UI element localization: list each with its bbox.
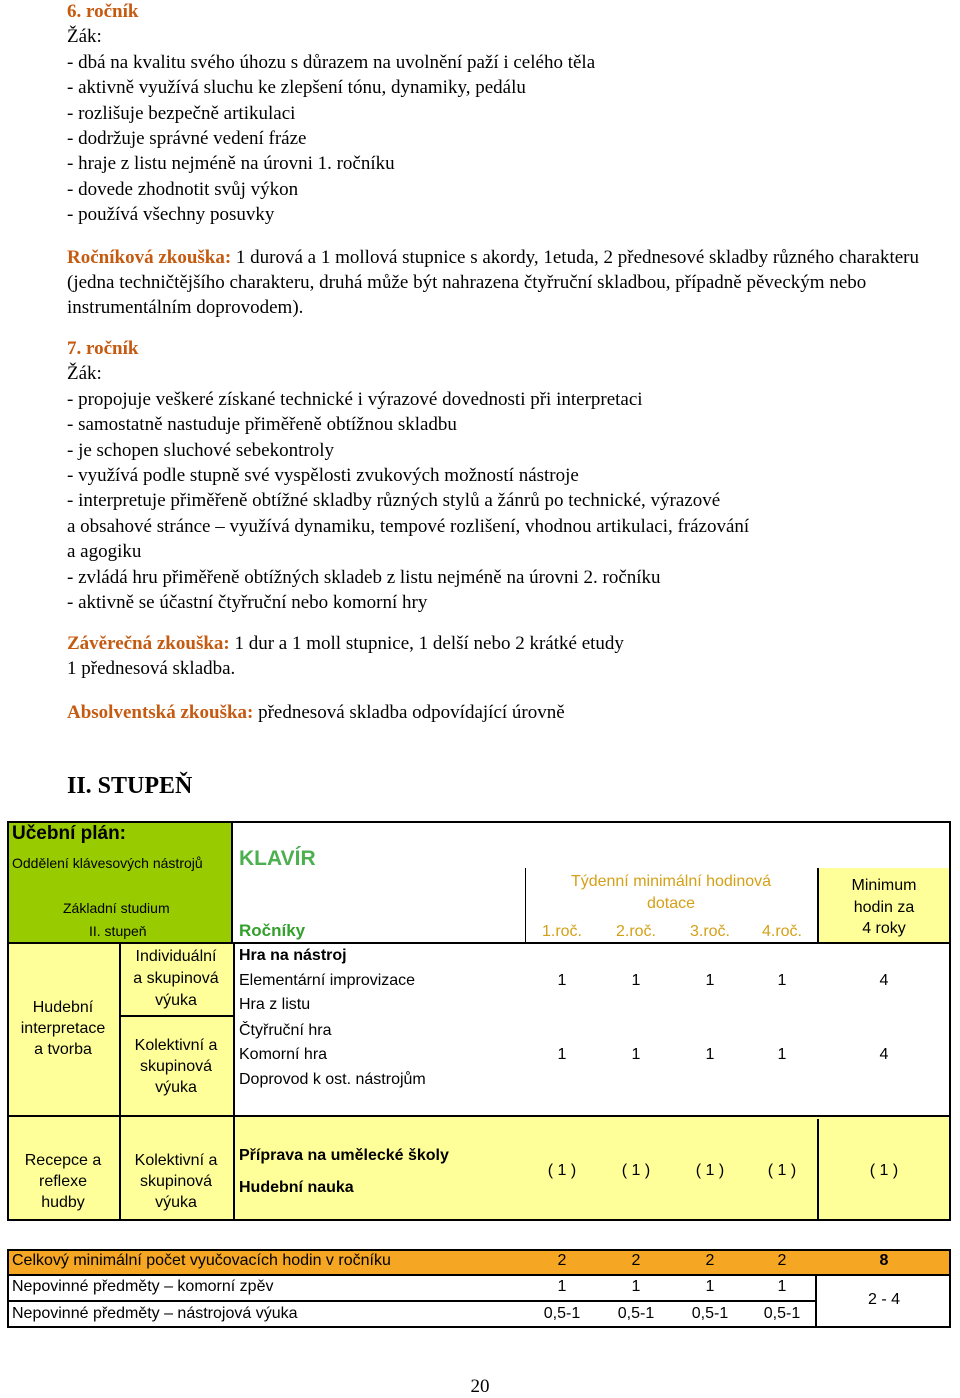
year-2: 2.roč.: [615, 923, 656, 940]
grade7-bullet: - interpretuje přiměřeně obtížné skladby různých stylů a žánrů po technické, výrazové: [67, 490, 721, 512]
opt1-value: 1: [705, 1278, 715, 1295]
grade7-bullet: - propojuje veškeré získané technické i výrazové dovednosti při interpretaci: [67, 388, 643, 410]
form3-line: skupinová: [139, 1173, 213, 1190]
weekly-label-2: dotace: [646, 895, 696, 912]
plan-stage: II. stupeň: [89, 923, 147, 939]
subject-prep: Příprava na umělecké školy: [239, 1147, 449, 1164]
year-3: 3.roč.: [689, 923, 730, 940]
subject: Komorní hra: [239, 1046, 328, 1063]
grade6-bullet: - používá všechny posuvky: [67, 204, 275, 226]
grade7-heading: 7. ročník: [67, 338, 139, 359]
opt2-value: 0,5-1: [691, 1305, 729, 1322]
grade6-bullet: - dodržuje správné vedení fráze: [67, 128, 307, 150]
grade6-exam-label: Ročníková zkouška:: [67, 246, 232, 268]
stage-title: II. STUPEŇ: [67, 773, 193, 799]
area1-line: Hudební: [32, 999, 94, 1016]
opt1-value: 1: [777, 1278, 787, 1295]
instrument-title: KLAVÍR: [239, 847, 316, 870]
grade6-heading: 6. ročník: [67, 1, 139, 22]
grade7-bullet: - využívá podle stupně své vyspělosti zvukových možností nástroje: [67, 465, 579, 487]
opt2-label: Nepovinné předměty – nástrojová výuka: [12, 1305, 298, 1322]
weekly-label-1: Týdenní minimální hodinová: [570, 873, 772, 890]
sum-value: 2: [777, 1252, 787, 1269]
plan-title: Učební plán:: [12, 823, 127, 844]
grade6-exam: [67, 245, 957, 321]
row1-value: 1: [777, 972, 787, 989]
subject: Čtyřruční hra: [239, 1022, 332, 1039]
grade7-student-label: Žák:: [67, 363, 102, 385]
form3-line: Kolektivní a: [134, 1152, 218, 1169]
form2-line: Kolektivní a: [134, 1037, 218, 1054]
opt-total: 2 - 4: [867, 1291, 900, 1308]
final-exam-label: Závěrečná zkouška:: [67, 633, 230, 654]
row2-value: 1: [777, 1046, 787, 1063]
grade7-bullet: - zvládá hru přiměřeně obtížných skladeb z listu nejméně na úrovni 2. ročníku: [67, 566, 661, 588]
form2-line: výuka: [155, 1079, 197, 1096]
subject: Hra z listu: [239, 996, 311, 1013]
grade6-section: [67, 0, 957, 321]
area1-line: a tvorba: [34, 1041, 92, 1058]
years-label: Ročníky: [239, 921, 306, 940]
row2-value: 1: [705, 1046, 715, 1063]
subject: Elementární improvizace: [239, 972, 416, 989]
opt1-label: Nepovinné předměty – komorní zpěv: [12, 1278, 274, 1295]
plan-study: Základní studium: [63, 900, 170, 916]
absolvent-exam-text: přednesová skladba odpovídající úrovně: [253, 702, 565, 723]
grade6-bullet: - hraje z listu nejméně na úrovni 1. ročníku: [67, 153, 395, 175]
form3-line: výuka: [155, 1194, 197, 1211]
row3-total: ( 1 ): [869, 1162, 899, 1179]
row1-value: 1: [705, 972, 715, 989]
form2-line: skupinová: [139, 1058, 213, 1075]
grade7-bullet: - aktivně se účastní čtyřruční nebo komorní hry: [67, 592, 428, 614]
row3-value: ( 1 ): [621, 1162, 651, 1179]
final-exam-text: 1 dur a 1 moll stupnice, 1 delší nebo 2 krátké etudy: [229, 633, 624, 654]
sum-label: Celkový minimální počet vyučovacích hodin v ročníku: [12, 1252, 391, 1269]
area2-line: hudby: [41, 1194, 85, 1211]
opt2-value: 0,5-1: [543, 1305, 581, 1322]
row2-value: 1: [557, 1046, 567, 1063]
area1-line: interpretace: [20, 1020, 106, 1037]
row2-total: 4: [879, 1046, 889, 1063]
form1-line: Individuální: [135, 948, 217, 965]
grade6-bullet: - dbá na kvalitu svého úhozu s důrazem na uvolnění paží i celého těla: [67, 51, 596, 73]
opt1-value: 1: [631, 1278, 641, 1295]
minimum-label-3: 4 roky: [862, 920, 906, 937]
absolvent-exam-label: Absolventská zkouška:: [67, 702, 254, 723]
minimum-label-2: hodin za: [853, 899, 915, 916]
form1-line: výuka: [155, 992, 197, 1009]
subjects-block-1: [233, 942, 951, 1117]
opt1-value: 1: [557, 1278, 567, 1295]
subject-theory: Hudební nauka: [239, 1179, 354, 1196]
subject: Doprovod k ost. nástrojům: [239, 1071, 426, 1088]
page-number: 20: [470, 1376, 490, 1397]
grade6-student-label: Žák:: [67, 26, 102, 48]
absolvent-exam: [67, 700, 957, 725]
row2-value: 1: [631, 1046, 641, 1063]
grade7-bullet: a agogiku: [67, 541, 142, 563]
grade6-bullet: - dovede zhodnotit svůj výkon: [67, 178, 299, 200]
grade7-section: [67, 336, 957, 615]
final-exam: [67, 631, 957, 682]
grade6-exam-text: 1 durová a 1 mollová stupnice s akordy, 1etuda, 2 přednesové skladby různého charakteru (jedna techničtějšího charakteru, druhá může být nahrazena čtyřruční skladbou, případně pěveckým nebo instrumentálním doprovodem).: [67, 246, 920, 319]
opt2-value: 0,5-1: [617, 1305, 655, 1322]
sum-value: 2: [705, 1252, 715, 1269]
form1-line: a skupinová: [133, 970, 219, 987]
grade7-bullet: - samostatně nastuduje přiměřeně obtížnou skladbu: [67, 414, 457, 436]
minimum-label-1: Minimum: [851, 877, 917, 894]
year-4: 4.roč.: [761, 923, 802, 940]
plan-department: Oddělení klávesových nástrojů: [12, 855, 203, 871]
grade6-bullet: - aktivně využívá sluchu ke zlepšení tónu, dynamiky, pedálu: [67, 77, 526, 99]
row3-value: ( 1 ): [695, 1162, 725, 1179]
row1-value: 1: [557, 972, 567, 989]
sum-value: 2: [557, 1252, 567, 1269]
grade7-bullet: - je schopen sluchové sebekontroly: [67, 439, 334, 461]
area2-line: Recepce a: [24, 1152, 102, 1169]
area2-line: reflexe: [38, 1173, 88, 1190]
row3-value: ( 1 ): [547, 1162, 577, 1179]
subject-main: Hra na nástroj: [239, 947, 347, 964]
row1-value: 1: [631, 972, 641, 989]
final-exam-text-2: 1 přednesová skladba.: [67, 658, 236, 680]
sum-total: 8: [879, 1252, 889, 1269]
grade6-bullet: - rozlišuje bezpečně artikulaci: [67, 102, 296, 124]
sum-value: 2: [631, 1252, 641, 1269]
opt2-value: 0,5-1: [763, 1305, 801, 1322]
study-plan-table: [7, 821, 951, 1331]
row3-value: ( 1 ): [767, 1162, 797, 1179]
grade7-bullet: a obsahové stránce – využívá dynamiku, tempové rozlišení, vhodnou artikulaci, frázování: [67, 515, 750, 537]
row1-total: 4: [879, 972, 889, 989]
year-1: 1.roč.: [541, 923, 582, 940]
